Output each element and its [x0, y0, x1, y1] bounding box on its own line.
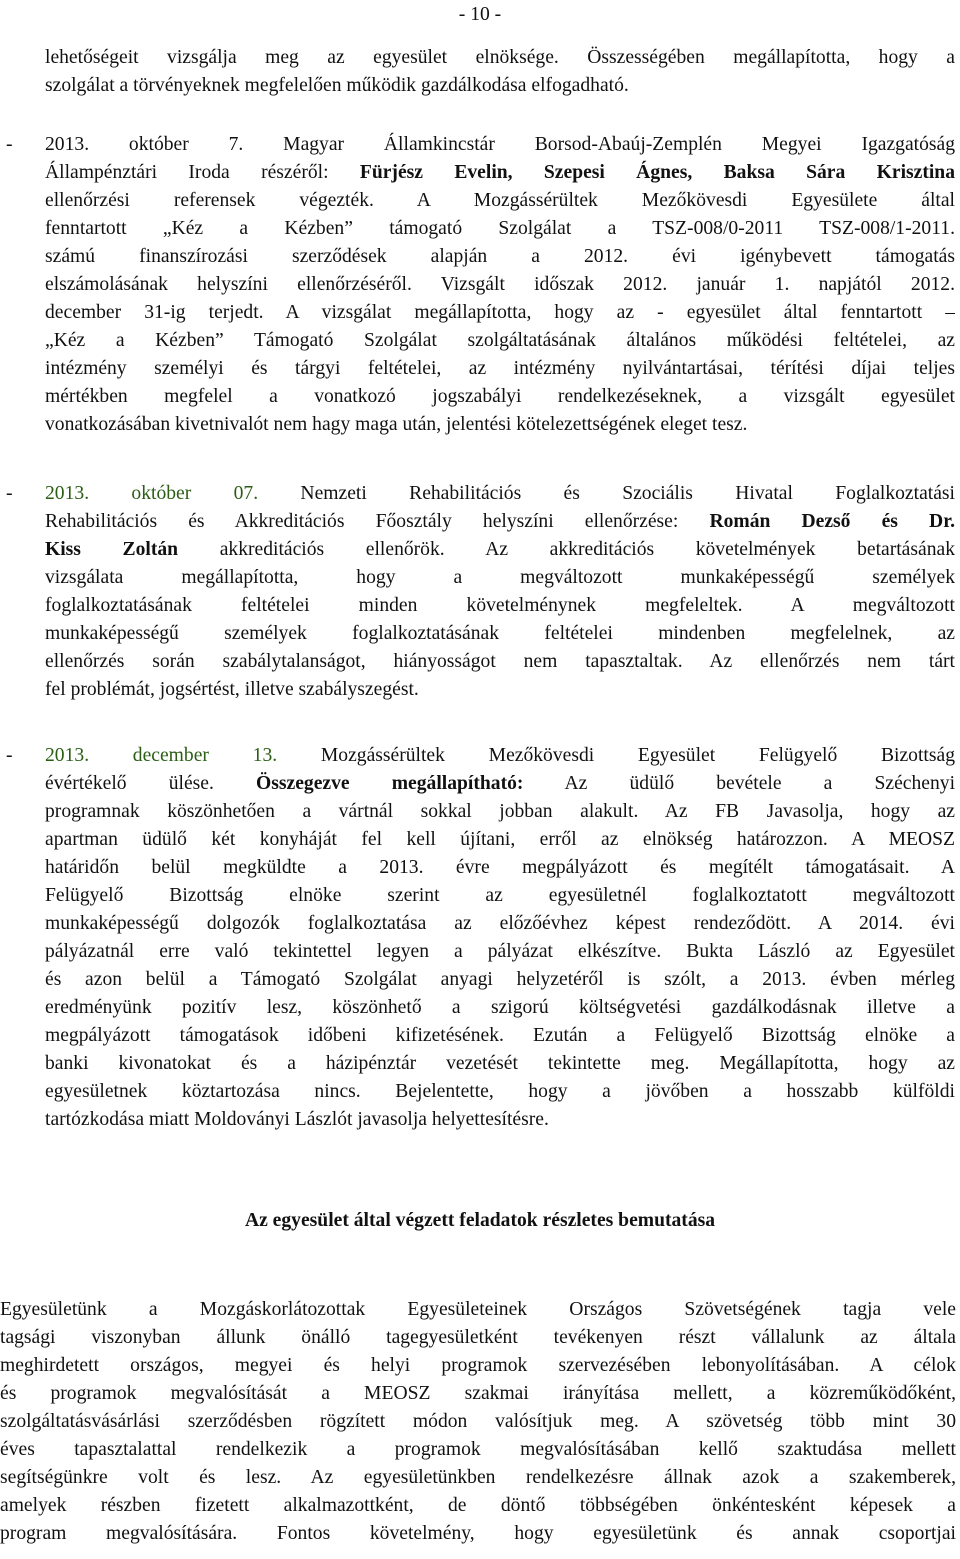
text-line: számú finanszírozási szerződések alapján a 2012. évi igénybevett támogatás [45, 246, 955, 267]
text-line: fel problémát, jogsértést, illetve szabályszegést. [45, 679, 419, 700]
text-line: vonatkozásában kivetnivalót nem hagy maga után, jelentési kötelezettségének eleget tesz. [45, 414, 748, 435]
text-line: ellenőrzés során szabálytalanságot, hiányosságot nem tapasztaltak. Az ellenőrzés nem tárt [45, 651, 955, 672]
text-line: munkaképességű személyek foglalkoztatásának feltételei mindenben megfelelnek, az [45, 623, 955, 644]
inspector-names: Fürjész Evelin, Szepesi Ágnes, Baksa Sára Krisztina [359, 162, 955, 183]
text-line: határidőn belül megküldte a 2013. évre megpályázott és megítélt támogatásait. A [45, 857, 955, 878]
text-line: mértékben megfelel a vonatkozó jogszabályi rendelkezéseknek, a vizsgált egyesület [45, 386, 955, 407]
text-line: és azon belül a Támogató Szolgálat anyagi helyzetéről is szólt, a 2013. évben mérleg [45, 969, 955, 990]
text-line: Felügyelő Bizottság elnöke szerint az egyesületnél foglalkoztatott megváltozott [45, 885, 955, 906]
page-number: - 10 - [458, 4, 502, 25]
list-item-2013-december-13 [45, 742, 955, 1134]
text-line: program megvalósítására. Fontos követelmény, hogy egyesületünk és annak csoportjai [0, 1523, 956, 1544]
text-line: tagsági viszonyban állunk önálló tagegyesületként tevékenyen részt vállalunk az általa [0, 1327, 956, 1348]
inspector-names: Román Dezső és Dr. [709, 511, 955, 532]
text-line: és programok megvalósítását a MEOSZ szakmai irányítása mellett, a közreműködőként, [0, 1383, 956, 1404]
list-dash: - [6, 745, 13, 766]
text-line: segítségünkre volt és lesz. Az egyesületünkben rendelkezésre állnak azok a szakemberek, [0, 1467, 956, 1488]
text-line: december 31-ig terjedt. A vizsgálat megállapította, hogy az - egyesület által fenntartott – [45, 302, 955, 323]
list-dash: - [6, 483, 13, 504]
inspector-names: Kiss Zoltán [45, 539, 179, 560]
item-date: 2013. október 07. [45, 483, 259, 504]
text-line: éves tapasztalattal rendelkezik a programok megvalósításában kellő szaktudása mellett [0, 1439, 956, 1460]
text-line: 2013. október 7. Magyar Államkincstár Borsod-Abaúj-Zemplén Megyei Igazgatóság [45, 134, 955, 155]
text-line: szolgálat a törvényeknek megfelelően működik gazdálkodása elfogadható. [45, 75, 629, 96]
text-line: 2013. december 13. Mozgássérültek Mezőkövesdi Egyesület Felügyelő Bizottság [45, 745, 955, 766]
text-line: megpályázott támogatások időbeni kifizetésének. Ezután a Felügyelő Bizottság elnöke a [45, 1025, 955, 1046]
text-line: munkaképességű dolgozók foglalkoztatása az előzőévhez képest rendeződött. A 2014. évi [45, 913, 955, 934]
section-heading: Az egyesület által végzett feladatok részletes bemutatása [244, 1210, 716, 1231]
text-line: Kiss Zoltán akkreditációs ellenőrök. Az akkreditációs követelmények betartásának [45, 539, 955, 560]
text-line: apartman üdülő két konyháját fel kell újítani, erről az elnökség határozzon. A MEOSZ [45, 829, 955, 850]
list-item-2013-oktober-7 [45, 131, 955, 439]
list-dash: - [6, 134, 13, 155]
text-line: meghirdetett országos, megyei és helyi programok szervezésében lebonyolításában. A célok [0, 1355, 956, 1376]
text-line: évértékelő ülése. Összegezve megállapítható: Az üdülő bevétele a Széchenyi [45, 773, 955, 794]
intro-paragraph [45, 44, 955, 100]
list-item-2013-oktober-07 [45, 480, 955, 704]
text-line: programnak köszönhetően a vártnál sokkal jobban alakult. Az FB Javasolja, hogy az [45, 801, 955, 822]
text-line: fenntartott „Kéz a Kézben” támogató Szolgálat a TSZ-008/0-2011 TSZ-008/1-2011. [45, 218, 955, 239]
summary-label: Összegezve megállapítható: [256, 773, 524, 794]
text-line: vizsgálata megállapította, hogy a megváltozott munkaképességű személyek [45, 567, 955, 588]
text-line: egyesületnek köztartozása nincs. Bejelentette, hogy a jövőben a hosszabb külföldi [45, 1081, 955, 1102]
text-line: Rehabilitációs és Akkreditációs Főosztály helyszíni ellenőrzése: Román Dezső és Dr. [45, 511, 955, 532]
text-line: banki kivonatokat és a házipénztár vezetését tekintette meg. Megállapította, hogy az [45, 1053, 955, 1074]
text-line: eredményünk pozitív lesz, köszönhető a szigorú költségvetési gazdálkodásnak illetve a [45, 997, 955, 1018]
text-line: szolgáltatásvásárlási szerződésben rögzített módon valósítjuk meg. A szövetség több mint 30 [0, 1411, 956, 1432]
text-line: 2013. október 07. Nemzeti Rehabilitációs és Szociális Hivatal Foglalkoztatási [45, 483, 955, 504]
text-line: Állampénztári Iroda részéről: Fürjész Evelin, Szepesi Ágnes, Baksa Sára Krisztina [45, 162, 955, 183]
item-date: 2013. október 7. [45, 134, 244, 155]
text-line: „Kéz a Kézben” Támogató Szolgálat szolgáltatásának általános működési feltételei, az [45, 330, 955, 351]
text-line: amelyek részben fizetett alkalmazottként, de döntő többségében önkéntesként képesek a [0, 1495, 956, 1516]
text-line: lehetőségeit vizsgálja meg az egyesület elnöksége. Összességében megállapította, hogy a [45, 47, 955, 68]
text-line: ellenőrzési referensek végezték. A Mozgássérültek Mezőkövesdi Egyesülete által [45, 190, 955, 211]
body-paragraph [0, 1296, 956, 1548]
text-line: tartózkodása miatt Moldoványi Lászlót javasolja helyettesítésre. [45, 1109, 549, 1130]
text-line: elszámolásának helyszíni ellenőrzéséről. Vizsgált időszak 2012. január 1. napjától 2012. [45, 274, 955, 295]
text-line: pályázatnál erre való tekintettel legyen a pályázat elkészítve. Bukta László az Egyesület [45, 941, 955, 962]
text-line: Egyesületünk a Mozgáskorlátozottak Egyesületeinek Országos Szövetségének tagja vele [0, 1299, 956, 1320]
text-line: intézmény személyi és tárgyi feltételei, az intézmény nyilvántartásai, térítési díjai teljes [45, 358, 955, 379]
item-date: 2013. december 13. [45, 745, 278, 766]
text-line: foglalkoztatásának feltételei minden követelménynek megfeleltek. A megváltozott [45, 595, 955, 616]
